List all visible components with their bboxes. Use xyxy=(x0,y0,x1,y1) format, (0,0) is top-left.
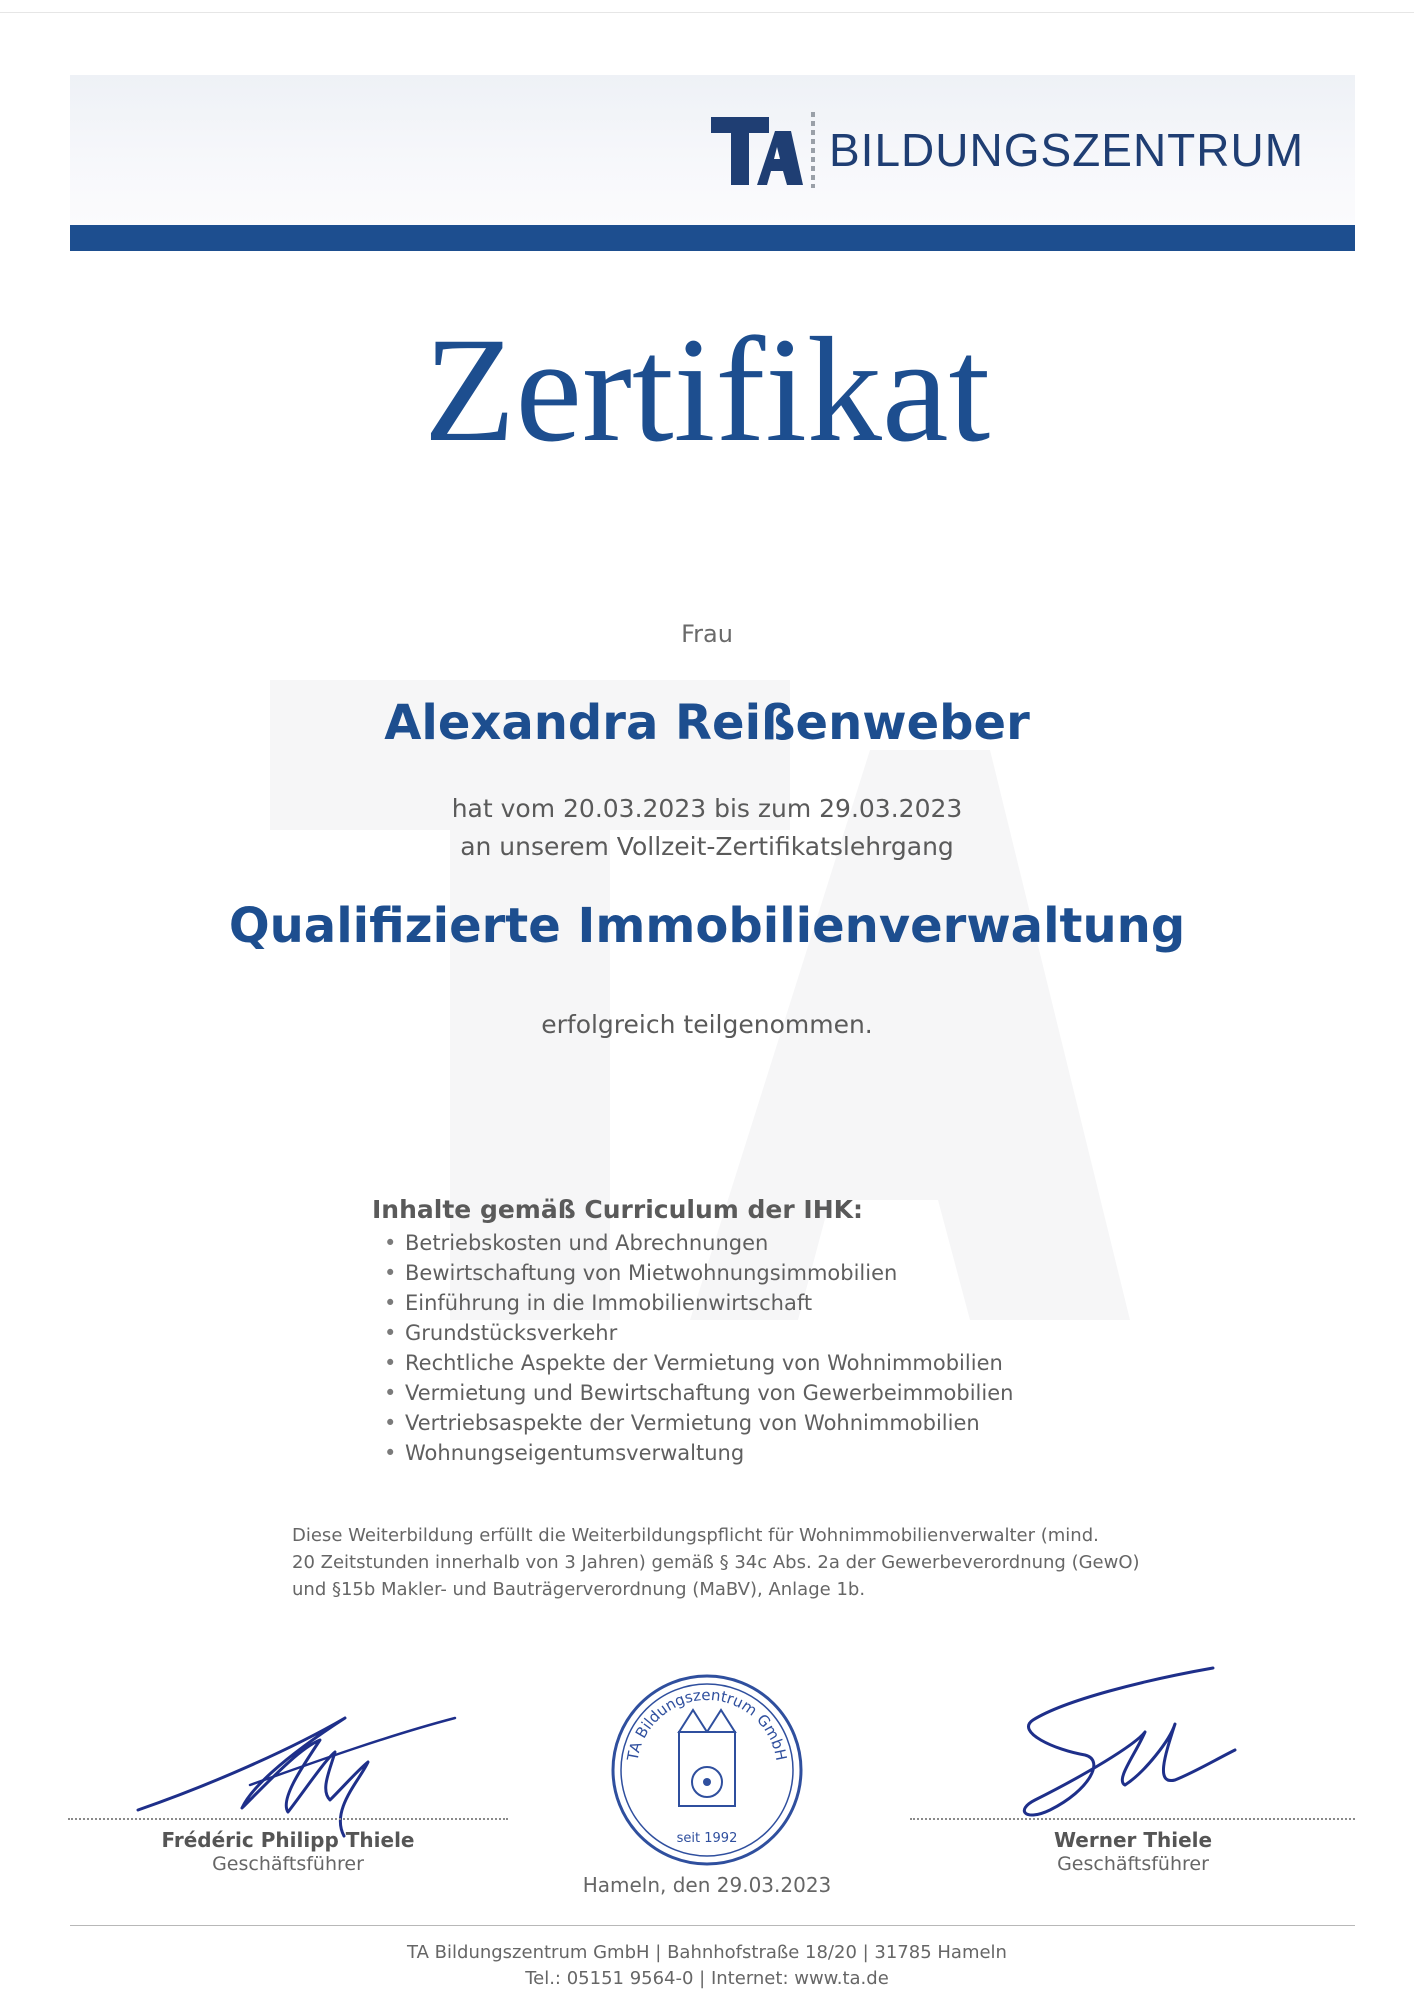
notice-line: Diese Weiterbildung erfüllt die Weiterbildungspflicht für Wohnimmobilienverwalter (mind. xyxy=(292,1525,1099,1546)
salutation: Frau xyxy=(681,620,733,648)
right-signer-role: Geschäftsführer xyxy=(1057,1853,1209,1875)
legal-notice xyxy=(292,1522,1192,1603)
result-line: erfolgreich teilgenommen. xyxy=(541,1010,873,1039)
footer-address: TA Bildungszentrum GmbH | Bahnhofstraße 18/20 | 31785 Hameln xyxy=(407,1942,1007,1963)
curriculum-heading: Inhalte gemäß Curriculum der IHK: xyxy=(372,1195,863,1224)
participation-text xyxy=(0,790,1414,866)
curriculum-item: • Vertriebsaspekte der Vermietung von Wohnimmobilien xyxy=(372,1408,1172,1438)
left-signer-role: Geschäftsführer xyxy=(212,1853,364,1875)
course-name: Qualifizierte Immobilienverwaltung xyxy=(228,898,1186,954)
top-rule xyxy=(0,12,1414,13)
left-signature-line xyxy=(68,1818,508,1820)
right-signer-name: Werner Thiele xyxy=(1053,1828,1213,1852)
company-seal-icon xyxy=(607,1670,807,1870)
place-date: Hameln, den 29.03.2023 xyxy=(582,1873,832,1897)
logo-text: BILDUNGSZENTRUM xyxy=(829,124,1305,176)
left-signer-name: Frédéric Philipp Thiele xyxy=(161,1828,415,1852)
notice-line: 20 Zeitstunden innerhalb von 3 Jahren) gemäß § 34c Abs. 2a der Gewerbeverordnung (GewO) xyxy=(292,1552,1140,1573)
curriculum-item: • Bewirtschaftung von Mietwohnungsimmobilien xyxy=(372,1258,1172,1288)
seal-since-text: seit 1992 xyxy=(676,1831,738,1846)
curriculum-item: • Rechtliche Aspekte der Vermietung von Wohnimmobilien xyxy=(372,1348,1172,1378)
recipient-name: Alexandra Reißenweber xyxy=(384,695,1030,751)
period-line: hat vom 20.03.2023 bis zum 29.03.2023 xyxy=(451,794,963,823)
footer-contact: Tel.: 05151 9564-0 | Internet: www.ta.de xyxy=(525,1968,889,1989)
curriculum-item: • Wohnungseigentumsverwaltung xyxy=(372,1438,1172,1468)
logo-separator xyxy=(811,112,815,188)
curriculum-item: • Vermietung und Bewirtschaftung von Gewerbeimmobilien xyxy=(372,1378,1172,1408)
right-signature-line xyxy=(910,1818,1355,1820)
footer xyxy=(0,1940,1414,1992)
course-type-line: an unserem Vollzeit-Zertifikatslehrgang xyxy=(460,832,954,861)
right-signature-icon xyxy=(995,1660,1245,1830)
ta-logo-mark-icon xyxy=(711,111,803,189)
certificate-title: Zertifikat xyxy=(423,307,991,473)
curriculum-section xyxy=(372,1195,1172,1468)
curriculum-item: • Einführung in die Immobilienwirtschaft xyxy=(372,1288,1172,1318)
curriculum-list xyxy=(372,1228,1172,1468)
header-bar xyxy=(70,225,1355,251)
ta-logo xyxy=(711,110,1304,190)
curriculum-item: • Grundstücksverkehr xyxy=(372,1318,1172,1348)
notice-line: und §15b Makler- und Bauträgerverordnung (MaBV), Anlage 1b. xyxy=(292,1579,866,1600)
curriculum-item: • Betriebskosten und Abrechnungen xyxy=(372,1228,1172,1258)
footer-rule xyxy=(70,1925,1355,1926)
seal-ring-text: TA Bildungszentrum GmbH xyxy=(623,1685,791,1763)
